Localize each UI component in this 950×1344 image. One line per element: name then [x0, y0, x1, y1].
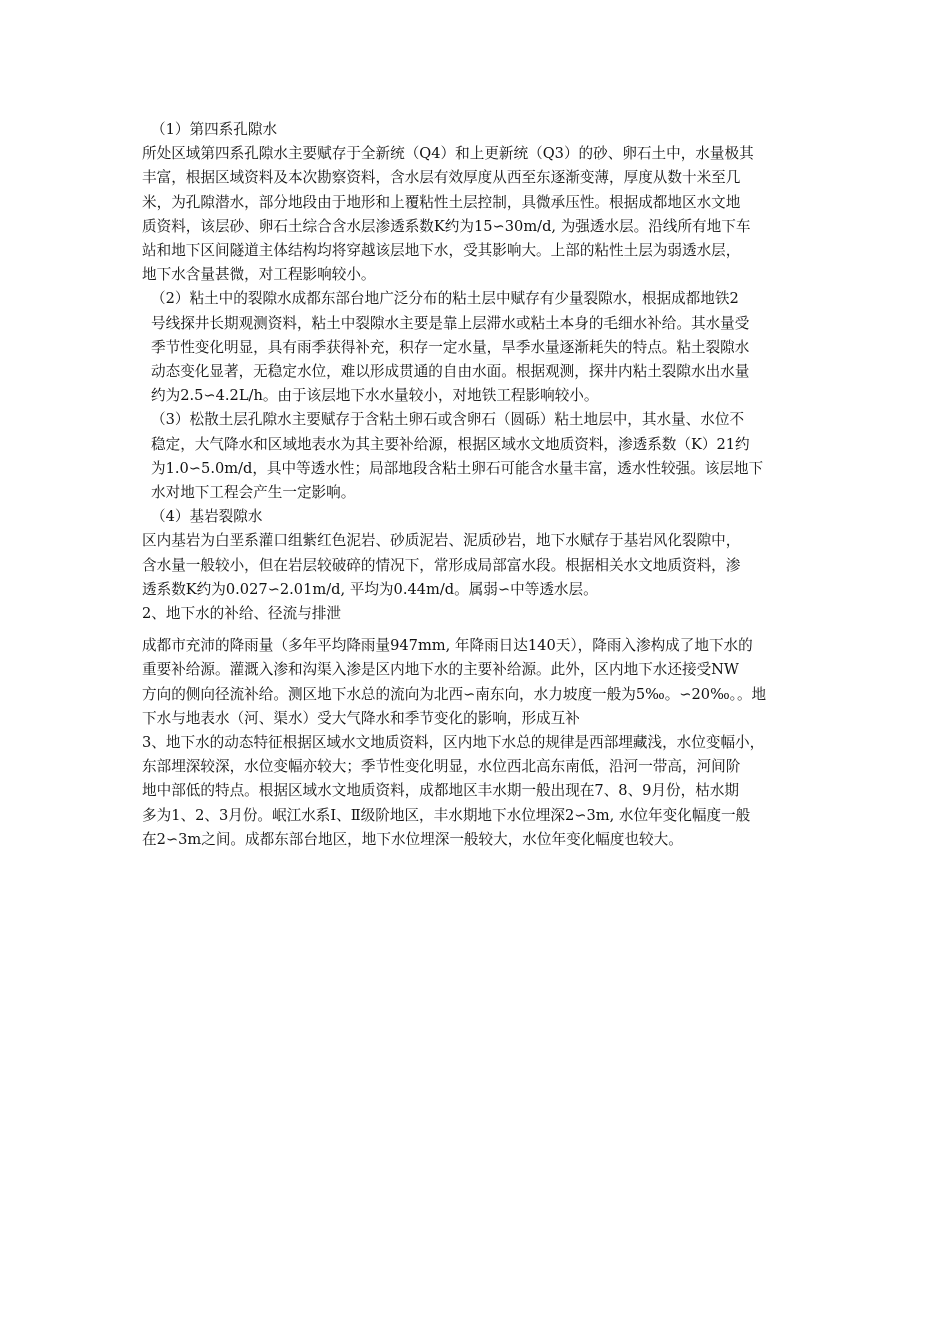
- paragraph-bedrock-fissure-water: 区内基岩为白垩系灌口组紫红色泥岩、砂质泥岩、泥质砂岩，地下水赋存于基岩风化裂隙中， 含水量一般较小，但在岩层较破碎的情况下，常形成局部富水段。根据相关水文地质资料，渗 透系数K约为0.027∽2.01m/d, 平均为0.44m/d。属弱∽中等透水层。: [142, 532, 741, 598]
- document-body: [142, 118, 860, 852]
- paragraph-loose-soil-pore-water: （3）松散土层孔隙水主要赋存于含粘土卵石或含卵石（圆砾）粘土地层中，其水量、水位不 稳定，大气降水和区域地表水为其主要补给源，根据区域水文地质资料，渗透系数（K）21约 为1.0∽5.0m/d，具中等透水性；局部地段含粘土卵石可能含水量丰富，透水性较强。该层地下 水对地下工程会产生一定影响。: [151, 411, 764, 502]
- paragraph-quaternary-pore-water: 所处区域第四系孔隙水主要赋存于全新统（Q4）和上更新统（Q3）的砂、卵石土中，水量极其 丰富，根据区域资料及本次勘察资料，含水层有效厚度从西至东逐渐变薄，厚度从数十米至几 米，为孔隙潜水，部分地段由于地形和上覆粘性土层控制，具微承压性。根据成都地区水文地 质资料，该层砂、卵石土综合含水层渗透系数K约为15∽30m/d, 为强透水层。沿线所有地下车 站和地下区间隧道主体结构均将穿越该层地下水，受其影响大。上部的粘性土层为弱透水层， 地下水含量甚微，对工程影响较小。: [142, 145, 754, 284]
- section-heading-bedrock-fissure-water: （4）基岩裂隙水: [151, 508, 263, 526]
- section-heading-recharge-runoff: 2、地下水的补给、径流与排泄: [142, 605, 342, 623]
- paragraph-dynamic-characteristics: 3、地下水的动态特征根据区域水文地质资料，区内地下水总的规律是西部埋藏浅，水位变幅小， 东部埋深较深，水位变幅亦较大；季节性变化明显，水位西北高东南低，沿河一带高，河间阶 地中部低的特点。根据区域水文地质资料，成都地区丰水期一般出现在7、8、9月份，枯水期 多为1、2、3月份。岷江水系Ⅰ、Ⅱ级阶地区，丰水期地下水位埋深2∽3m, 水位年变化幅度一般 在2∽3m之间。成都东部台地区，地下水位埋深一般较大，水位年变化幅度也较大。: [142, 734, 765, 848]
- section-heading-quaternary-pore-water: （1）第四系孔隙水: [151, 121, 278, 138]
- paragraph-clay-fissure-water: （2）粘土中的裂隙水成都东部台地广泛分布的粘土层中赋存有少量裂隙水，根据成都地铁2 号线探井长期观测资料，粘土中裂隙水主要是靠上层滞水或粘土本身的毛细水补给。其水量受 季节性变化明显，具有雨季获得补充，积存一定水量，旱季水量逐渐耗失的特点。粘土裂隙水 动态变化显著，无稳定水位，难以形成贯通的自由水面。根据观测，探井内粘土裂隙水出水量 约为2.5∽4.2L/h。由于该层地下水水量较小，对地铁工程影响较小。: [151, 290, 750, 405]
- paragraph-recharge-runoff: 成都市充沛的降雨量（多年平均降雨量947mm, 年降雨日达140天），降雨入渗构成了地下水的 重要补给源。灌溉入渗和沟渠入渗是区内地下水的主要补给源。此外，区内地下水还接受NW 方向的侧向径流补给。测区地下水总的流向为北西∽南东向，水力坡度一般为5‰。∽20‰。。地 下水与地表水（河、渠水）受大气降水和季节变化的影响，形成互补: [142, 637, 767, 727]
